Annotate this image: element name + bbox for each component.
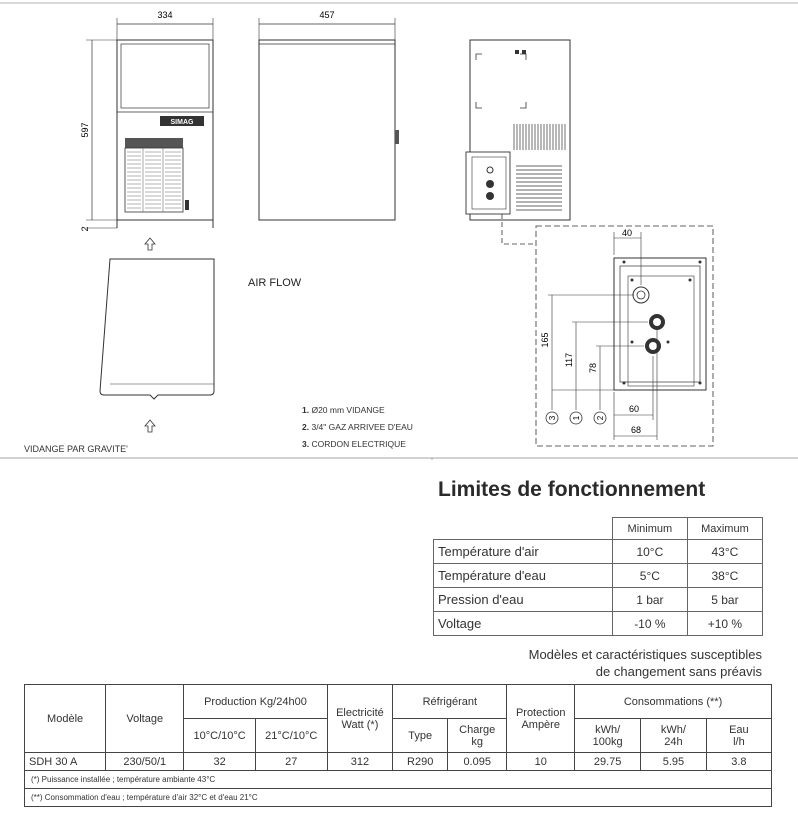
dim-detail-165: 165 — [540, 332, 550, 348]
dim-detail-78: 78 — [588, 362, 598, 374]
header-charge: Charge kg — [448, 719, 507, 753]
front-width-dimension — [117, 10, 213, 42]
header-prod-10: 10°C/10°C — [184, 719, 256, 753]
callout-2 — [594, 412, 606, 424]
footnote-1: (*) Puissance installée ; température ambiante 43°C — [25, 771, 772, 789]
header-consumption: Consommations (**) — [575, 685, 772, 719]
dim-detail-60: 60 — [628, 404, 640, 414]
header-model: Modèle — [25, 685, 106, 753]
header-water: Eau l/h — [706, 719, 771, 753]
side-view — [259, 40, 399, 220]
height-dimension — [80, 40, 117, 232]
header-electricity: Electricité Watt (*) — [327, 685, 393, 753]
legend-item-1: 1. Ø20 mm VIDANGE — [302, 405, 385, 415]
side-width-dimension — [259, 10, 395, 42]
header-type: Type — [393, 719, 448, 753]
dim-detail-top: 40 — [621, 228, 633, 238]
dim-detail-117: 117 — [564, 352, 574, 368]
front-view — [117, 40, 213, 228]
footnote-2: (**) Consommation d'eau ; température d'air 32°C et d'eau 21°C — [25, 789, 772, 807]
rear-view — [466, 40, 570, 244]
connection-detail — [536, 226, 713, 446]
dim-height: 597 — [80, 122, 90, 138]
limits-table — [433, 517, 763, 636]
svg-text:3: 3 — [548, 415, 557, 421]
limits-row: Température d'eau 5°C 38°C — [434, 564, 763, 588]
dim-width-side: 457 — [319, 10, 335, 20]
limits-title: Limites de fonctionnement — [438, 478, 706, 501]
limits-col-min: Minimum — [612, 518, 687, 540]
disclaimer-note: Modèles et caractéristiques susceptibles de changement sans préavis — [528, 647, 762, 679]
drain-label: VIDANGE PAR GRAVITE' — [24, 444, 128, 454]
legend-item-2: 2. 3/4" GAZ ARRIVEE D'EAU — [302, 422, 413, 432]
dim-width-front: 334 — [157, 10, 173, 20]
header-kwh-100kg: kWh/ 100kg — [575, 719, 641, 753]
header-prod-21: 21°C/10°C — [255, 719, 327, 753]
limits-row: Voltage -10 % +10 % — [434, 612, 763, 636]
table-row: SDH 30 A 230/50/1 32 27 312 R290 0.095 10 29.75 5.95 3.8 — [25, 753, 772, 771]
header-voltage: Voltage — [106, 685, 184, 753]
header-refrigerant: Réfrigérant — [393, 685, 507, 719]
limits-row: Pression d'eau 1 bar 5 bar — [434, 588, 763, 612]
air-flow-arrow-up — [145, 238, 155, 250]
callout-1 — [570, 412, 582, 424]
legend-item-3: 3. CORDON ELECTRIQUE — [302, 439, 406, 449]
limits-row: Température d'air 10°C 43°C — [434, 540, 763, 564]
dim-detail-68: 68 — [630, 425, 642, 435]
svg-text:1: 1 — [572, 415, 581, 421]
air-flow-arrow-up-bottom — [145, 420, 155, 432]
header-protection: Protection Ampère — [507, 685, 575, 753]
header-production: Production Kg/24h00 — [184, 685, 327, 719]
dim-feet: 2 — [80, 226, 90, 232]
svg-text:2: 2 — [596, 415, 605, 421]
brand-logo: SIMAG — [170, 119, 194, 126]
base-view — [100, 259, 214, 399]
limits-col-max: Maximum — [687, 518, 762, 540]
header-kwh-24h: kWh/ 24h — [641, 719, 707, 753]
callout-3 — [546, 412, 558, 424]
spec-table — [24, 684, 772, 807]
air-flow-label: AIR FLOW — [248, 277, 302, 289]
